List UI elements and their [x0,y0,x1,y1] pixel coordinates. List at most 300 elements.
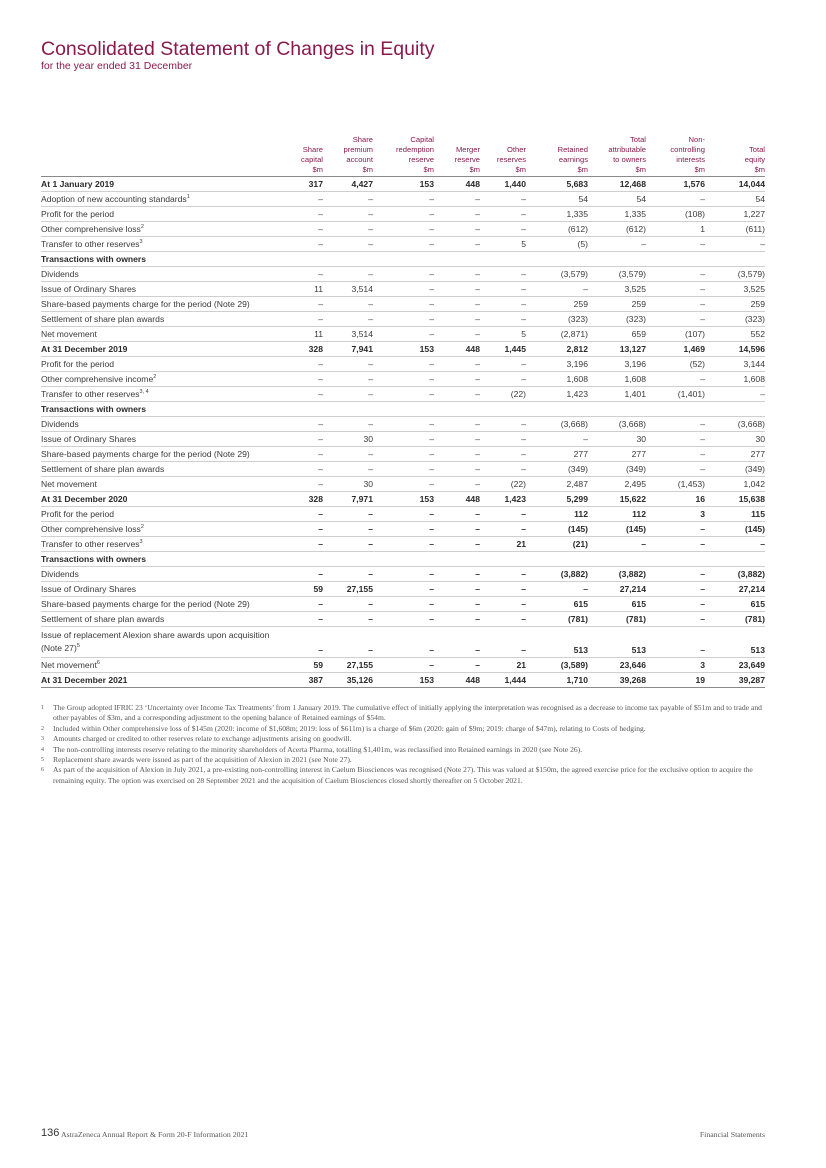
value-cell [373,552,434,567]
row-label-text: Settlement of share plan awards [41,314,165,324]
value-cell [480,552,526,567]
value-cell [323,552,373,567]
table-row [41,432,765,447]
value-cell: (3,579) [588,267,646,282]
table-row [41,267,765,282]
value-cell: 3,196 [526,357,588,372]
value-cell: 35,126 [323,673,373,688]
column-header [705,135,765,177]
value-cell: (349) [588,462,646,477]
value-cell: – [373,507,434,522]
value-cell: – [323,567,373,582]
value-cell: 5,683 [526,177,588,192]
table-row [41,372,765,387]
value-cell: 15,622 [588,492,646,507]
value-cell: 659 [588,327,646,342]
value-cell: – [434,658,480,673]
table-row [41,462,765,477]
column-header-line: Total [629,135,646,144]
row-label [41,673,283,688]
value-cell: – [434,597,480,612]
value-cell: 1,444 [480,673,526,688]
row-label-text: Issue of replacement Alexion share awards upon acquisition (Note 27) [41,630,270,653]
value-cell: – [480,597,526,612]
value-cell [434,552,480,567]
column-header-line: $m [754,165,765,174]
value-cell: – [283,267,323,282]
value-cell: 1,608 [588,372,646,387]
value-cell: – [283,417,323,432]
value-cell: – [323,612,373,627]
value-cell: – [705,537,765,552]
table-row [41,673,765,688]
value-cell: – [283,462,323,477]
value-cell: (3,882) [526,567,588,582]
value-cell: 1,423 [526,387,588,402]
value-cell: 30 [323,432,373,447]
row-label-text: Other comprehensive income [41,374,154,384]
value-cell: – [283,237,323,252]
value-cell: 7,971 [323,492,373,507]
value-cell: (145) [526,522,588,537]
value-cell: – [646,537,705,552]
value-cell: – [373,282,434,297]
row-label-text: Net movement [41,479,97,489]
value-cell: – [283,447,323,462]
value-cell: – [373,327,434,342]
row-label-text: Profit for the period [41,359,115,369]
value-cell: 112 [588,507,646,522]
row-label [41,192,283,207]
footnote-ref: 1 [186,194,190,201]
table-row [41,402,765,417]
footnote-number: 2 [41,725,44,732]
value-cell [588,252,646,267]
value-cell: – [283,537,323,552]
table-row [41,537,765,552]
value-cell: 1 [646,222,705,237]
value-cell: – [283,477,323,492]
footnote [41,734,771,744]
value-cell: – [283,522,323,537]
value-cell: 14,044 [705,177,765,192]
value-cell: – [480,582,526,597]
column-header-line: capital [301,155,323,164]
footnote-ref: 3 [139,239,143,246]
footnote-text: Amounts charged or credited to other reserves relate to exchange adjustments arising on goodwill. [53,734,352,744]
value-cell: – [480,612,526,627]
column-header [434,135,480,177]
table-row [41,237,765,252]
value-cell: 1,335 [588,207,646,222]
value-cell: – [323,537,373,552]
table-row [41,522,765,537]
footnote-ref: 2 [140,224,144,231]
value-cell: 615 [705,597,765,612]
table-body [41,177,765,688]
column-header-line: to owners [613,155,646,164]
value-cell: 153 [373,177,434,192]
value-cell: 153 [373,342,434,357]
value-cell: (781) [588,612,646,627]
table-row [41,222,765,237]
footnote-number: 5 [41,757,44,764]
value-cell: – [434,222,480,237]
value-cell: 13,127 [588,342,646,357]
value-cell: – [373,658,434,673]
footnote-ref: 3 [139,539,143,546]
value-cell: 513 [705,627,765,658]
value-cell: (145) [705,522,765,537]
equity-table [41,135,765,688]
row-label [41,612,283,627]
section-name: Financial Statements [699,1130,765,1139]
value-cell: 27,214 [588,582,646,597]
row-label [41,222,283,237]
value-cell: 23,649 [705,658,765,673]
value-cell: – [480,507,526,522]
header-label-cell [41,135,283,177]
value-cell: 1,445 [480,342,526,357]
value-cell: 3 [646,507,705,522]
table-row [41,507,765,522]
row-label-text: Transfer to other reserves [41,389,140,399]
value-cell: 54 [705,192,765,207]
value-cell: – [646,282,705,297]
footnote-text: As part of the acquisition of Alexion in July 2021, a pre-existing non-controlling interest in Caelum Biosciences was recognised (Note 27). This was valued at $150m, the agreed exercise price for the exclusive option to acquire the remaining equity. The option was exercised on 28 September 2021 and the acquisition of Caelum Biosciences closed shortly thereafter on 5 October 2021. [53,765,753,785]
value-cell: (349) [705,462,765,477]
value-cell: – [434,417,480,432]
value-cell: 54 [526,192,588,207]
value-cell: – [373,582,434,597]
value-cell: 3,514 [323,282,373,297]
value-cell: (3,589) [526,658,588,673]
column-header-line: reserves [496,155,526,164]
value-cell: – [480,297,526,312]
value-cell: 615 [588,597,646,612]
value-cell: 259 [588,297,646,312]
row-label [41,207,283,222]
value-cell: – [480,417,526,432]
value-cell: – [434,477,480,492]
value-cell: – [646,567,705,582]
value-cell: – [373,597,434,612]
value-cell: (21) [526,537,588,552]
row-label [41,567,283,582]
row-label [41,522,283,537]
row-label-text: Dividends [41,569,79,579]
value-cell: 1,608 [705,372,765,387]
value-cell [646,552,705,567]
value-cell: – [323,297,373,312]
value-cell: – [283,627,323,658]
table-row [41,357,765,372]
footnote-ref: 2 [140,524,144,531]
row-label-text: Share-based payments charge for the period (Note 29) [41,299,250,309]
value-cell: (612) [526,222,588,237]
value-cell: – [373,297,434,312]
footnote-text: The non-controlling interests reserve relating to the minority shareholders of Acerta Pharma, totalling $1,401m, was reclassified into Retained earnings in 2020 (see Note 26). [53,744,583,754]
value-cell: – [480,372,526,387]
value-cell: – [283,207,323,222]
column-header-line: equity [744,155,765,164]
value-cell: – [434,207,480,222]
footnote-number: 6 [41,767,44,774]
value-cell: 1,710 [526,673,588,688]
value-cell: – [480,627,526,658]
value-cell: 30 [588,432,646,447]
value-cell: – [646,237,705,252]
value-cell: – [434,507,480,522]
value-cell: – [646,597,705,612]
value-cell: – [323,192,373,207]
value-cell: – [646,582,705,597]
value-cell: 448 [434,673,480,688]
table-row [41,342,765,357]
value-cell: – [283,297,323,312]
row-label-text: Transactions with owners [41,404,147,414]
column-header-line: Retained [557,145,588,154]
table-row [41,552,765,567]
row-label [41,552,283,567]
value-cell: 1,335 [526,207,588,222]
row-label-text: Net movement [41,660,97,670]
footnote-number: 3 [41,736,44,743]
value-cell: – [588,237,646,252]
value-cell: – [283,222,323,237]
column-header-line: attributable [608,145,646,154]
value-cell: (611) [705,222,765,237]
value-cell: 259 [526,297,588,312]
value-cell: – [373,462,434,477]
row-label [41,507,283,522]
value-cell [283,252,323,267]
value-cell: (781) [705,612,765,627]
row-label-text: At 31 December 2021 [41,675,128,685]
column-header-line: $m [635,165,646,174]
value-cell: – [373,612,434,627]
column-header-line: premium [343,145,373,154]
value-cell: – [373,537,434,552]
value-cell: (323) [705,312,765,327]
row-label [41,177,283,192]
footnote-text: Replacement share awards were issued as part of the acquisition of Alexion in 2021 (see Note 27). [53,755,352,765]
value-cell: 21 [480,658,526,673]
footnotes [41,703,771,786]
value-cell: 14,596 [705,342,765,357]
column-header-line: Other [507,145,526,154]
value-cell: – [434,192,480,207]
table-row [41,282,765,297]
value-cell: – [705,387,765,402]
value-cell: – [434,267,480,282]
value-cell: – [283,432,323,447]
row-label [41,582,283,597]
value-cell: 7,941 [323,342,373,357]
table-header-row [41,135,765,177]
value-cell: 448 [434,492,480,507]
value-cell [526,402,588,417]
value-cell: – [646,297,705,312]
row-label [41,537,283,552]
value-cell: – [283,612,323,627]
value-cell: 2,495 [588,477,646,492]
value-cell: – [283,597,323,612]
row-label-text: Adoption of new accounting standards [41,194,187,204]
value-cell: – [526,282,588,297]
row-label-text: Settlement of share plan awards [41,614,165,624]
value-cell: – [283,357,323,372]
value-cell [526,252,588,267]
value-cell: – [646,447,705,462]
value-cell [434,402,480,417]
value-cell: 27,214 [705,582,765,597]
value-cell: – [323,447,373,462]
value-cell: 1,608 [526,372,588,387]
value-cell: (612) [588,222,646,237]
value-cell: – [434,432,480,447]
value-cell: – [373,432,434,447]
value-cell: – [646,612,705,627]
table-row [41,312,765,327]
value-cell [323,252,373,267]
row-label [41,252,283,267]
row-label [41,658,283,673]
column-header-line: $m [469,165,480,174]
value-cell: – [323,462,373,477]
value-cell: (323) [588,312,646,327]
value-cell: – [526,582,588,597]
value-cell: – [646,312,705,327]
value-cell: 12,468 [588,177,646,192]
value-cell: (5) [526,237,588,252]
column-header-line: reserve [454,155,480,164]
value-cell: (1,453) [646,477,705,492]
table-row [41,297,765,312]
value-cell: – [480,312,526,327]
value-cell: – [434,327,480,342]
value-cell [323,402,373,417]
value-cell: 387 [283,673,323,688]
value-cell [373,402,434,417]
row-label-text: Issue of Ordinary Shares [41,434,137,444]
value-cell: 1,423 [480,492,526,507]
value-cell: – [646,417,705,432]
value-cell: – [373,522,434,537]
value-cell: 153 [373,492,434,507]
value-cell: 615 [526,597,588,612]
value-cell: – [480,432,526,447]
value-cell: 448 [434,342,480,357]
value-cell: – [646,627,705,658]
value-cell: 328 [283,342,323,357]
footnote [41,724,771,734]
page-title: Consolidated Statement of Changes in Equity [41,38,435,60]
value-cell: – [646,192,705,207]
column-header-line: controlling [670,145,705,154]
column-header [323,135,373,177]
value-cell: 513 [526,627,588,658]
row-label-text: Transfer to other reserves [41,239,140,249]
column-header [646,135,705,177]
value-cell: – [373,267,434,282]
value-cell: 1,469 [646,342,705,357]
table-row [41,612,765,627]
value-cell: – [283,567,323,582]
value-cell: – [373,207,434,222]
value-cell: – [480,567,526,582]
value-cell: – [373,477,434,492]
value-cell: 59 [283,658,323,673]
value-cell: (3,579) [705,267,765,282]
table-row [41,447,765,462]
value-cell: – [434,297,480,312]
value-cell: – [705,237,765,252]
value-cell: 112 [526,507,588,522]
table-row [41,252,765,267]
row-label-text: Issue of Ordinary Shares [41,584,137,594]
column-header [283,135,323,177]
value-cell: (145) [588,522,646,537]
value-cell: – [480,357,526,372]
value-cell: – [480,222,526,237]
value-cell [705,552,765,567]
value-cell: 11 [283,282,323,297]
footnote-ref: 3, 4 [139,389,149,396]
value-cell: 16 [646,492,705,507]
footnote-number: 4 [41,746,44,753]
value-cell: 448 [434,177,480,192]
value-cell: – [434,387,480,402]
value-cell: 5 [480,327,526,342]
table-row [41,492,765,507]
value-cell: – [646,267,705,282]
value-cell: (3,668) [526,417,588,432]
column-header-line: Share [302,145,323,154]
column-header-line: $m [694,165,705,174]
value-cell: 23,646 [588,658,646,673]
value-cell [283,402,323,417]
value-cell [705,402,765,417]
row-label [41,267,283,282]
report-name: AstraZeneca Annual Report & Form 20-F Information 2021 [61,1130,249,1139]
row-label-text: Profit for the period [41,209,115,219]
row-label-text: Transfer to other reserves [41,539,140,549]
value-cell: – [323,597,373,612]
value-cell [588,402,646,417]
value-cell: – [323,387,373,402]
footnote-text: Included within Other comprehensive loss of $145m (2020: income of $1,608m; 2019: loss of $611m) is a charge of $6m (2020: gain of $9m; 2019: charge of $47m), relating to Costs of hedging. [53,723,646,733]
value-cell: 115 [705,507,765,522]
value-cell: 3,196 [588,357,646,372]
value-cell: – [434,282,480,297]
value-cell: – [434,627,480,658]
value-cell: 2,487 [526,477,588,492]
row-label-text: Transactions with owners [41,554,147,564]
value-cell: – [323,222,373,237]
value-cell: (3,668) [705,417,765,432]
value-cell: (323) [526,312,588,327]
value-cell: 15,638 [705,492,765,507]
value-cell: – [373,312,434,327]
column-header-line: redemption [396,145,434,154]
value-cell: 3,514 [323,327,373,342]
value-cell: – [283,372,323,387]
value-cell: 259 [705,297,765,312]
row-label [41,327,283,342]
value-cell: – [588,537,646,552]
value-cell: 277 [588,447,646,462]
